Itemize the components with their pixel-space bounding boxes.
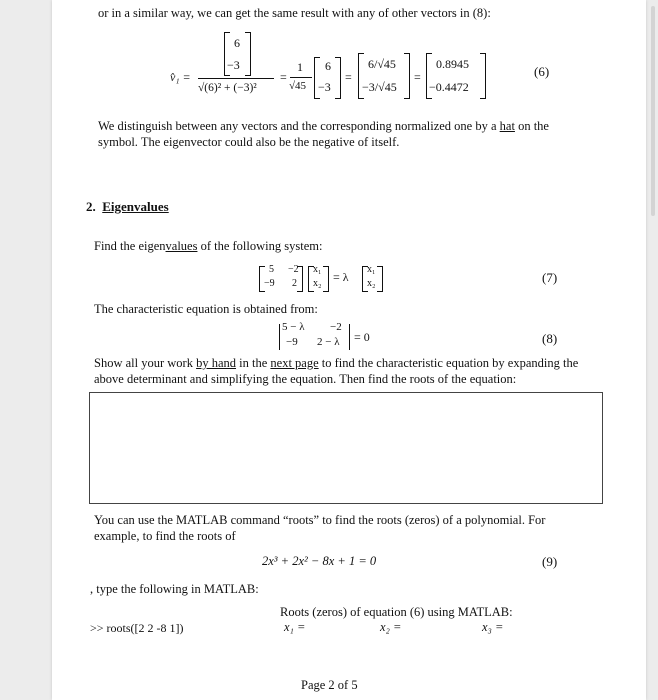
find-values: values xyxy=(165,239,198,253)
eq6-vec2-top: 6 xyxy=(325,59,331,73)
eq6-vec2-right-bracket xyxy=(335,57,341,99)
eq7-m21: −9 xyxy=(264,278,275,289)
find-text-a: Find the eigen xyxy=(94,239,166,253)
section-title: Eigenvalues xyxy=(102,199,169,214)
eq6-vec3-bottom: −3/√45 xyxy=(362,80,397,94)
root-x2: x₂ = xyxy=(380,620,402,634)
eq6-coef-den: √45 xyxy=(289,80,307,92)
eq9-number: (9) xyxy=(542,554,558,569)
eq6-fraction-line xyxy=(198,78,274,79)
eq7-m22: 2 xyxy=(292,278,297,289)
eq8-det-right-bar xyxy=(349,324,350,350)
eq6-vec3-top: 6/√45 xyxy=(368,57,396,71)
eq6-vec-top: 6 xyxy=(234,36,240,50)
eq7-rhs-x1: x₁ xyxy=(367,264,376,275)
show-next-page: next page xyxy=(270,356,319,370)
eq6-equals-1: = xyxy=(280,70,287,84)
eq7-rhs-x2: x₂ xyxy=(367,278,376,289)
show-text-b: in the xyxy=(236,356,271,370)
eq6-equals-2: = xyxy=(345,70,352,84)
eq8-number: (8) xyxy=(542,331,558,346)
eq7-mid: = λ xyxy=(333,270,349,284)
eq6-vec-bottom: −3 xyxy=(227,58,240,72)
eq6-denominator: √(6)² + (−3)² xyxy=(198,82,257,94)
matlab-roots-text: You can use the MATLAB command “roots” to find the roots (zeros) of a polynomial. For example, to find the roots of xyxy=(94,513,546,543)
show-text-c: to find the characteristic equation by expanding the above determinant and simplifying the equation. Then find the roots of the equation: xyxy=(94,356,579,386)
eq6-lhs: v̂₁ = xyxy=(170,70,191,84)
matlab-command: >> roots([2 2 -8 1]) xyxy=(90,621,184,635)
root-x3: x₃ = xyxy=(482,620,504,634)
eq6-coef-num: 1 xyxy=(297,60,303,74)
eq6-vec3-right-bracket xyxy=(404,53,410,99)
eq7-matrix-right-bracket xyxy=(297,266,303,292)
eq8-det-left-bar xyxy=(279,324,280,350)
document-page xyxy=(52,0,646,700)
eq6-vec4-bottom: −0.4472 xyxy=(429,80,469,94)
section-heading xyxy=(86,199,169,215)
eq6-vec4-top: 0.8945 xyxy=(436,57,469,71)
scrollbar-thumb[interactable] xyxy=(651,6,655,216)
roots-title: Roots (zeros) of equation (6) using MATLAB: xyxy=(280,605,513,619)
eq6-equals-3: = xyxy=(414,70,421,84)
eq8-d12: −2 xyxy=(330,321,342,333)
eq6-vec2-bottom: −3 xyxy=(318,80,331,94)
eq9-expression: 2x³ + 2x² − 8x + 1 = 0 xyxy=(262,554,377,568)
eq7-x-right-bracket xyxy=(323,266,329,292)
eq7-x2: x₂ xyxy=(313,278,322,289)
show-text-a: Show all your work xyxy=(94,356,197,370)
eq6-vec4-right-bracket xyxy=(480,53,486,99)
eq8-d21: −9 xyxy=(286,336,298,348)
characteristic-text: The characteristic equation is obtained from: xyxy=(94,302,318,316)
eq6-number: (6) xyxy=(534,64,550,79)
eq7-rhs-right-bracket xyxy=(377,266,383,292)
para1-hat: hat xyxy=(499,119,515,133)
eq7-x1: x₁ xyxy=(313,264,322,275)
eq6-coef-line xyxy=(290,77,312,78)
eq7-m12: −2 xyxy=(288,264,299,275)
show-by-hand: by hand xyxy=(196,356,237,370)
eq6-vec-right-bracket xyxy=(245,32,251,76)
answer-box[interactable] xyxy=(89,392,603,504)
para1-text-a: We distinguish between any vectors and the corresponding normalized one by a xyxy=(98,119,500,133)
eq7-number: (7) xyxy=(542,270,558,285)
section-number: 2. xyxy=(86,199,96,214)
eq8-rhs: = 0 xyxy=(354,330,370,344)
eq7-m11: 5 xyxy=(269,264,274,275)
intro-line: or in a similar way, we can get the same result with any of other vectors in (8): xyxy=(98,6,491,20)
paragraph-hat xyxy=(98,118,588,150)
root-x1: x₁ = xyxy=(284,620,306,634)
eq8-d11: 5 − λ xyxy=(282,321,305,333)
page-footer: Page 2 of 5 xyxy=(301,678,358,692)
find-eigenvalues-text xyxy=(94,238,322,254)
eq8-d22: 2 − λ xyxy=(317,336,340,348)
type-matlab-text: , type the following in MATLAB: xyxy=(90,582,259,596)
para1-text-b: on the symbol. The eigenvector could also be the negative of itself. xyxy=(98,119,549,149)
find-text-b: of the following system: xyxy=(197,239,323,253)
show-work-text xyxy=(94,355,594,387)
